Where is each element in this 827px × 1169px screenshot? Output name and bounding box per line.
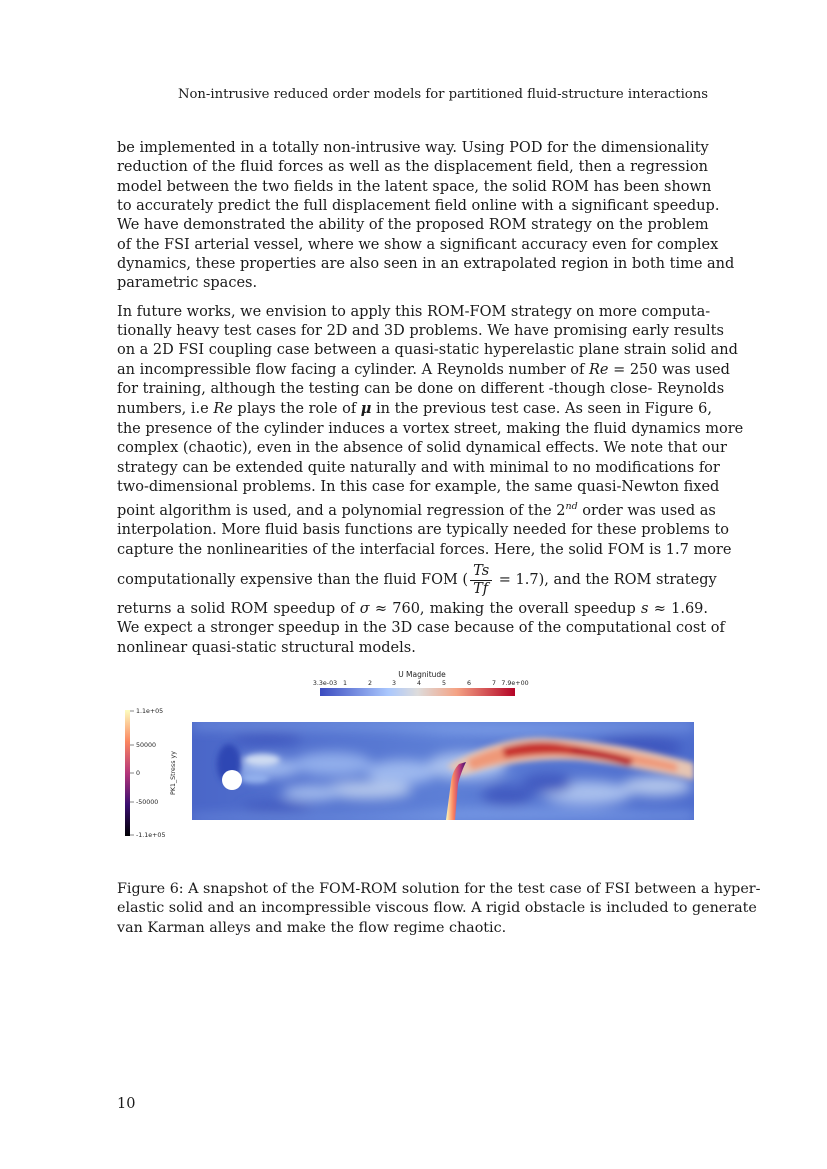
text-line: nonlinear quasi-static structural models. xyxy=(117,639,416,656)
text-line: capture the nonlinearities of the interfacial forces. Here, the solid FOM is 1.7 more xyxy=(117,541,732,558)
velocity-tick-label: 4 xyxy=(416,680,422,687)
velocity-colorbar xyxy=(320,688,515,696)
superscript: nd xyxy=(565,501,578,513)
text-line: numbers, i.e Re plays the role of μ in the previous test case. As seen in Figure 6, xyxy=(117,400,712,418)
text-line: reduction of the fluid forces as well as the displacement field, then a regression xyxy=(117,159,708,176)
stress-tick-label: 1.1e+05 xyxy=(136,708,164,715)
text-line: be implemented in a totally non-intrusive way. Using POD for the dimensionality xyxy=(117,140,709,156)
running-title: Non-intrusive reduced order models for partitioned fluid-structure interactions xyxy=(177,87,708,102)
text-line: parametric spaces. xyxy=(117,275,258,292)
stress-tick-label: -50000 xyxy=(136,799,159,806)
page-number: 10 xyxy=(117,1096,136,1112)
text-line: model between the two fields in the latent space, the solid ROM has been shown xyxy=(117,178,712,195)
velocity-tick-label: 7 xyxy=(491,680,497,687)
reynolds-symbol: Re xyxy=(588,361,609,378)
stress-colorbar-ticks xyxy=(130,708,165,839)
stress-tick-label: 0 xyxy=(136,770,141,777)
stress-tick-label: -1.1e+05 xyxy=(136,832,166,839)
paragraph-conclusion xyxy=(117,139,735,294)
velocity-tick-label: 5 xyxy=(441,680,447,687)
time-ratio-fraction: $\frac{Ts}{Tf}$ xyxy=(470,563,492,598)
cylinder-obstacle xyxy=(222,770,242,790)
text-line: the presence of the cylinder induces a vortex street, making the fluid dynamics more xyxy=(117,420,744,437)
text-line: two-dimensional problems. In this case for example, the same quasi-Newton fixed xyxy=(117,478,720,495)
s-symbol: s xyxy=(641,601,649,618)
text-line: computationally expensive than the fluid FOM ( $\frac{Ts}{Tf}$ = 1.7), and the ROM strategy xyxy=(117,562,717,597)
text-line: for training, although the testing can be done on different -though close- Reynolds xyxy=(117,381,725,398)
velocity-tick-label: 3.3e-03 xyxy=(312,680,338,687)
mu-symbol: μ xyxy=(360,400,372,418)
text-line: dynamics, these properties are also seen in an extrapolated region in both time and xyxy=(117,256,735,273)
velocity-tick-label: 1 xyxy=(342,680,348,687)
paragraph-future-work xyxy=(117,303,744,658)
velocity-tick-label: 7.9e+00 xyxy=(501,680,529,687)
text-line: on a 2D FSI coupling case between a quasi-static hyperelastic plane strain solid and xyxy=(117,342,738,359)
velocity-colorbar-ticks xyxy=(313,680,529,687)
reynolds-symbol: Re xyxy=(213,401,233,418)
caption-line: Figure 6: A snapshot of the FOM-ROM solution for the test case of FSI between a hyper- xyxy=(117,881,761,897)
text-line: an incompressible flow facing a cylinder. A Reynolds number of Re = 250 was used xyxy=(117,361,730,378)
text-line: In future works, we envision to apply this ROM-FOM strategy on more computa- xyxy=(117,303,711,320)
text-line: interpolation. More fluid basis functions are typically needed for these problems to xyxy=(117,522,730,539)
text-line: returns a solid ROM speedup of σ ≈ 760, making the overall speedup s ≈ 1.69. xyxy=(117,601,709,618)
stress-tick-label: 50000 xyxy=(136,742,157,749)
stress-colorbar-title: PK1_Stress yy xyxy=(170,751,177,795)
body-text xyxy=(117,139,744,658)
text-line: complex (chaotic), even in the absence of solid dynamical effects. We note that our xyxy=(117,440,727,457)
velocity-tick-label: 3 xyxy=(391,680,397,687)
flow-snapshot-figure xyxy=(117,668,708,858)
flow-field xyxy=(192,722,694,820)
text-line: We expect a stronger speedup in the 3D case because of the computational cost of xyxy=(117,620,725,637)
text-line: tionally heavy test cases for 2D and 3D problems. We have promising early results xyxy=(117,323,724,340)
text-line: of the FSI arterial vessel, where we show a significant accuracy even for complex xyxy=(117,236,719,253)
velocity-colorbar-title: U Magnitude xyxy=(398,670,446,679)
figure-caption xyxy=(117,880,761,938)
velocity-tick-label: 2 xyxy=(367,680,373,687)
text-line: to accurately predict the full displacement field online with a significant speedup. xyxy=(117,198,720,215)
text-line: strategy can be extended quite naturally and with minimal to no modifications for xyxy=(117,459,720,476)
text-line: We have demonstrated the ability of the proposed ROM strategy on the problem xyxy=(117,217,709,234)
figure-6 xyxy=(117,668,708,858)
caption-line: elastic solid and an incompressible viscous flow. A rigid obstacle is included to generate xyxy=(117,900,757,917)
caption-line: van Karman alleys and make the flow regime chaotic. xyxy=(117,919,507,936)
sigma-symbol: σ xyxy=(359,601,370,618)
text-line: point algorithm is used, and a polynomial regression of the 2nd order was used as xyxy=(117,501,716,520)
velocity-tick-label: 6 xyxy=(466,680,472,687)
stress-colorbar xyxy=(125,710,130,836)
